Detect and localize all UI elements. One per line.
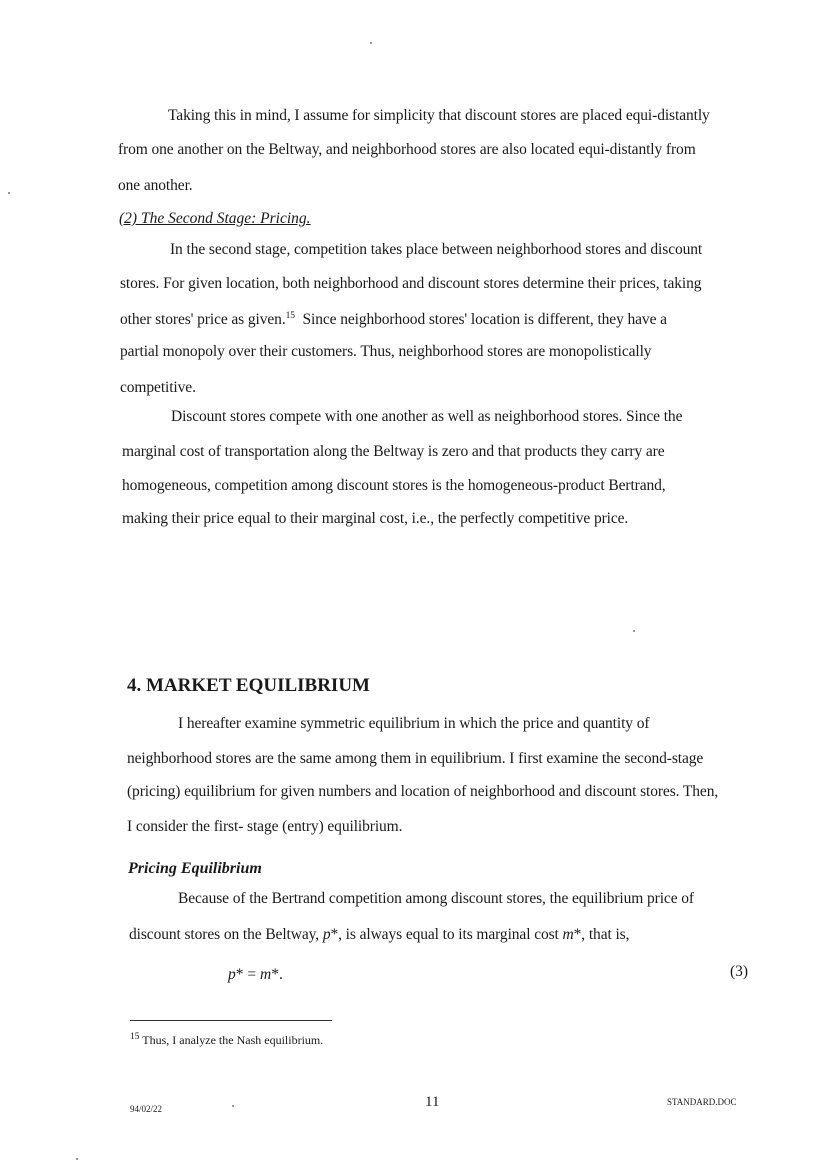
footnote <box>130 1032 323 1048</box>
paragraph-line <box>120 311 667 329</box>
subsection-heading: Pricing Equilibrium <box>128 860 262 877</box>
footnote-rule <box>130 1020 332 1021</box>
paragraph-line: stores. For given location, both neighborhood and discount stores determine their prices, taking <box>120 275 702 292</box>
math-variable: m <box>562 926 574 943</box>
footer-filename: STANDARD.DOC <box>667 1097 737 1107</box>
paragraph-line: one another. <box>118 177 193 194</box>
scan-speck <box>370 42 372 44</box>
scan-speck <box>232 1105 234 1107</box>
footnote-marker: 15 <box>285 311 295 321</box>
scan-speck <box>76 1158 78 1160</box>
section-heading: 4. MARKET EQUILIBRIUM <box>127 675 370 696</box>
page-number: 11 <box>425 1094 440 1110</box>
paragraph-line: Discount stores compete with one another as well as neighborhood stores. Since the <box>171 408 683 425</box>
paragraph-line: homogeneous, competition among discount stores is the homogeneous-product Bertrand, <box>122 477 666 494</box>
equation <box>228 966 283 984</box>
paragraph-text: discount stores on the Beltway, <box>129 926 320 943</box>
paragraph-line: from one another on the Beltway, and neighborhood stores are also located equi-distantly from <box>118 141 696 158</box>
paragraph-text: Since neighborhood stores' location is different, they have a <box>302 311 667 329</box>
paragraph-text: *, that is, <box>573 926 630 943</box>
equation-number: (3) <box>730 963 749 980</box>
paragraph-line: competitive. <box>120 379 196 396</box>
math-variable: p <box>322 926 331 943</box>
stage-heading: (2) The Second Stage: Pricing. <box>119 210 311 227</box>
scan-speck <box>8 192 10 194</box>
paragraph-line: marginal cost of transportation along the Beltway is zero and that products they carry are <box>122 443 665 460</box>
footnote-marker: 15 <box>130 1032 140 1042</box>
paragraph-line: I hereafter examine symmetric equilibrium in which the price and quantity of <box>178 715 650 732</box>
paragraph-text: *, is always equal to its marginal cost <box>330 926 559 943</box>
paragraph-line: (pricing) equilibrium for given numbers and location of neighborhood and discount stores. Then, <box>127 783 719 800</box>
paragraph-line: neighborhood stores are the same among them in equilibrium. I first examine the second-stage <box>127 750 704 767</box>
paragraph-line: Taking this in mind, I assume for simplicity that discount stores are placed equi-distantly <box>168 107 710 124</box>
paragraph-text: other stores' price as given. <box>120 311 286 329</box>
footer-date: 94/02/22 <box>130 1104 163 1114</box>
paragraph-line: Because of the Bertrand competition among discount stores, the equilibrium price of <box>178 890 694 907</box>
paragraph-line: In the second stage, competition takes place between neighborhood stores and discount <box>170 241 703 258</box>
math-variable: p <box>228 966 236 983</box>
math-variable: m <box>260 966 272 983</box>
paragraph-line: partial monopoly over their customers. Thus, neighborhood stores are monopolistically <box>120 343 652 360</box>
equation-text: * = <box>235 966 260 983</box>
paragraph-line: I consider the first- stage (entry) equilibrium. <box>127 818 403 835</box>
paragraph-line: making their price equal to their marginal cost, i.e., the perfectly competitive price. <box>122 510 629 527</box>
equation-text: *. <box>271 966 283 983</box>
paragraph-line <box>129 926 629 944</box>
footnote-text: Thus, I analyze the Nash equilibrium. <box>139 1033 324 1047</box>
scan-speck <box>633 630 635 632</box>
